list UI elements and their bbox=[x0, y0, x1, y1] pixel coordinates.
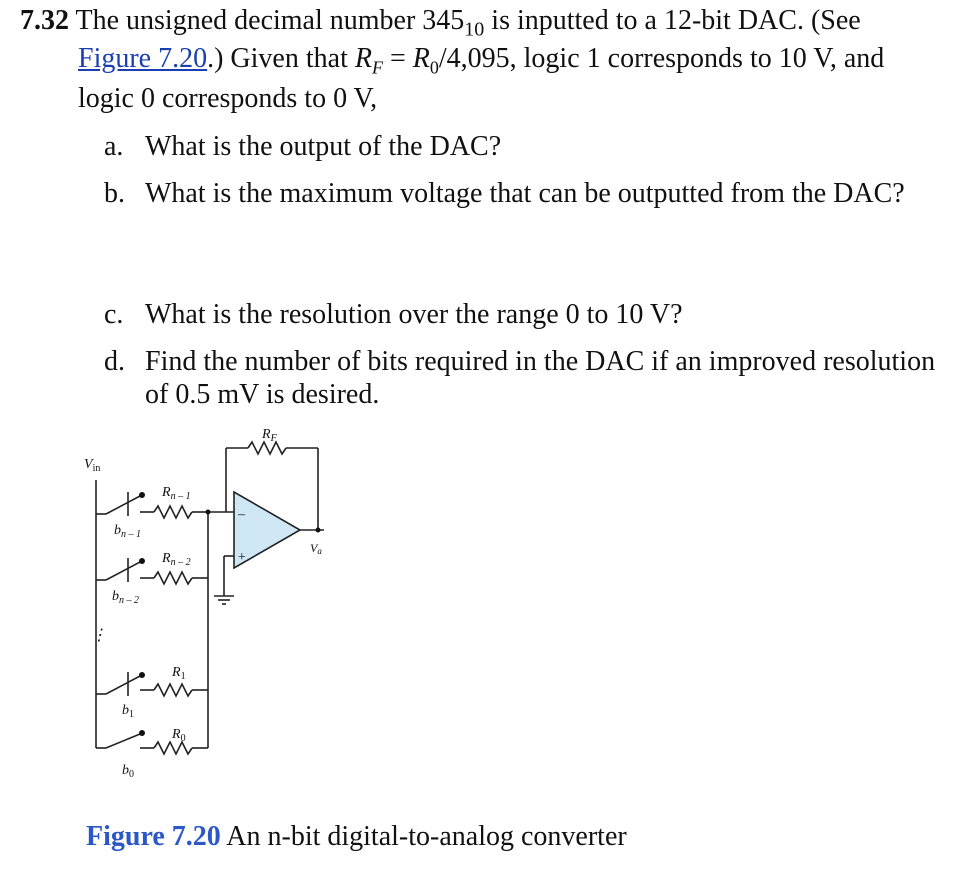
dac-circuit-diagram bbox=[78, 418, 338, 798]
bn2-label: $b_{n - 2}$ bbox=[112, 589, 139, 606]
problem-text-2a: .) Given that bbox=[207, 43, 355, 74]
b0-label: $b_0$ bbox=[122, 763, 134, 780]
r0-subscript: 0 bbox=[429, 57, 439, 78]
question-d-text-2: of 0.5 mV is desired. bbox=[145, 379, 380, 410]
question-d-label: d. bbox=[104, 346, 125, 377]
rn2-label: $R_{n - 2}$ bbox=[162, 551, 191, 568]
question-d-text-1: Find the number of bits required in the DAC if an improved resolution bbox=[145, 346, 936, 377]
figure-caption-text: An n-bit digital-to-analog converter bbox=[220, 821, 627, 852]
equals-sign: = bbox=[382, 43, 413, 74]
problem-text-2b: /4,095, logic 1 corresponds to 10 V, and bbox=[438, 43, 885, 74]
question-c-text: What is the resolution over the range 0 to 10 V? bbox=[145, 299, 683, 330]
op-amp-minus-sign: – bbox=[238, 507, 245, 522]
figure-link[interactable]: Figure 7.20 bbox=[78, 43, 208, 74]
rn1-label: $R_{n - 1}$ bbox=[162, 485, 191, 502]
rf-variable: R bbox=[354, 43, 372, 74]
question-a-label: a. bbox=[104, 131, 124, 162]
figure-caption-label: Figure 7.20 bbox=[86, 821, 221, 852]
problem-text-1b: is inputted to a 12-bit DAC. (See bbox=[484, 5, 861, 36]
op-amp-plus-sign: + bbox=[237, 550, 247, 565]
question-b-text: What is the maximum voltage that can be outputted from the DAC? bbox=[145, 178, 905, 209]
question-b-label: b. bbox=[104, 178, 125, 209]
vin-label: $V_{in}$ bbox=[84, 457, 101, 474]
bn1-label: $b_{n - 1}$ bbox=[114, 523, 141, 540]
rf-subscript: F bbox=[371, 57, 383, 78]
ellipsis-label: ⋮ bbox=[91, 627, 107, 644]
base-subscript: 10 bbox=[464, 18, 485, 41]
problem-number: 7.32 bbox=[20, 5, 69, 36]
vo-label: Va bbox=[310, 541, 322, 556]
b1-label: $b_1$ bbox=[122, 703, 134, 720]
problem-text-1a: The unsigned decimal number 345 bbox=[75, 5, 465, 36]
rf-label: $R_F$ bbox=[262, 427, 277, 444]
question-a-text: What is the output of the DAC? bbox=[145, 131, 502, 162]
r1-label: $R_1$ bbox=[172, 665, 186, 682]
figure-caption bbox=[86, 818, 627, 856]
problem-line-3: logic 0 corresponds to 0 V, bbox=[78, 83, 378, 114]
r0-variable: R bbox=[412, 43, 430, 74]
r0-label: $R_0$ bbox=[172, 727, 186, 744]
question-c-label: c. bbox=[104, 299, 124, 330]
